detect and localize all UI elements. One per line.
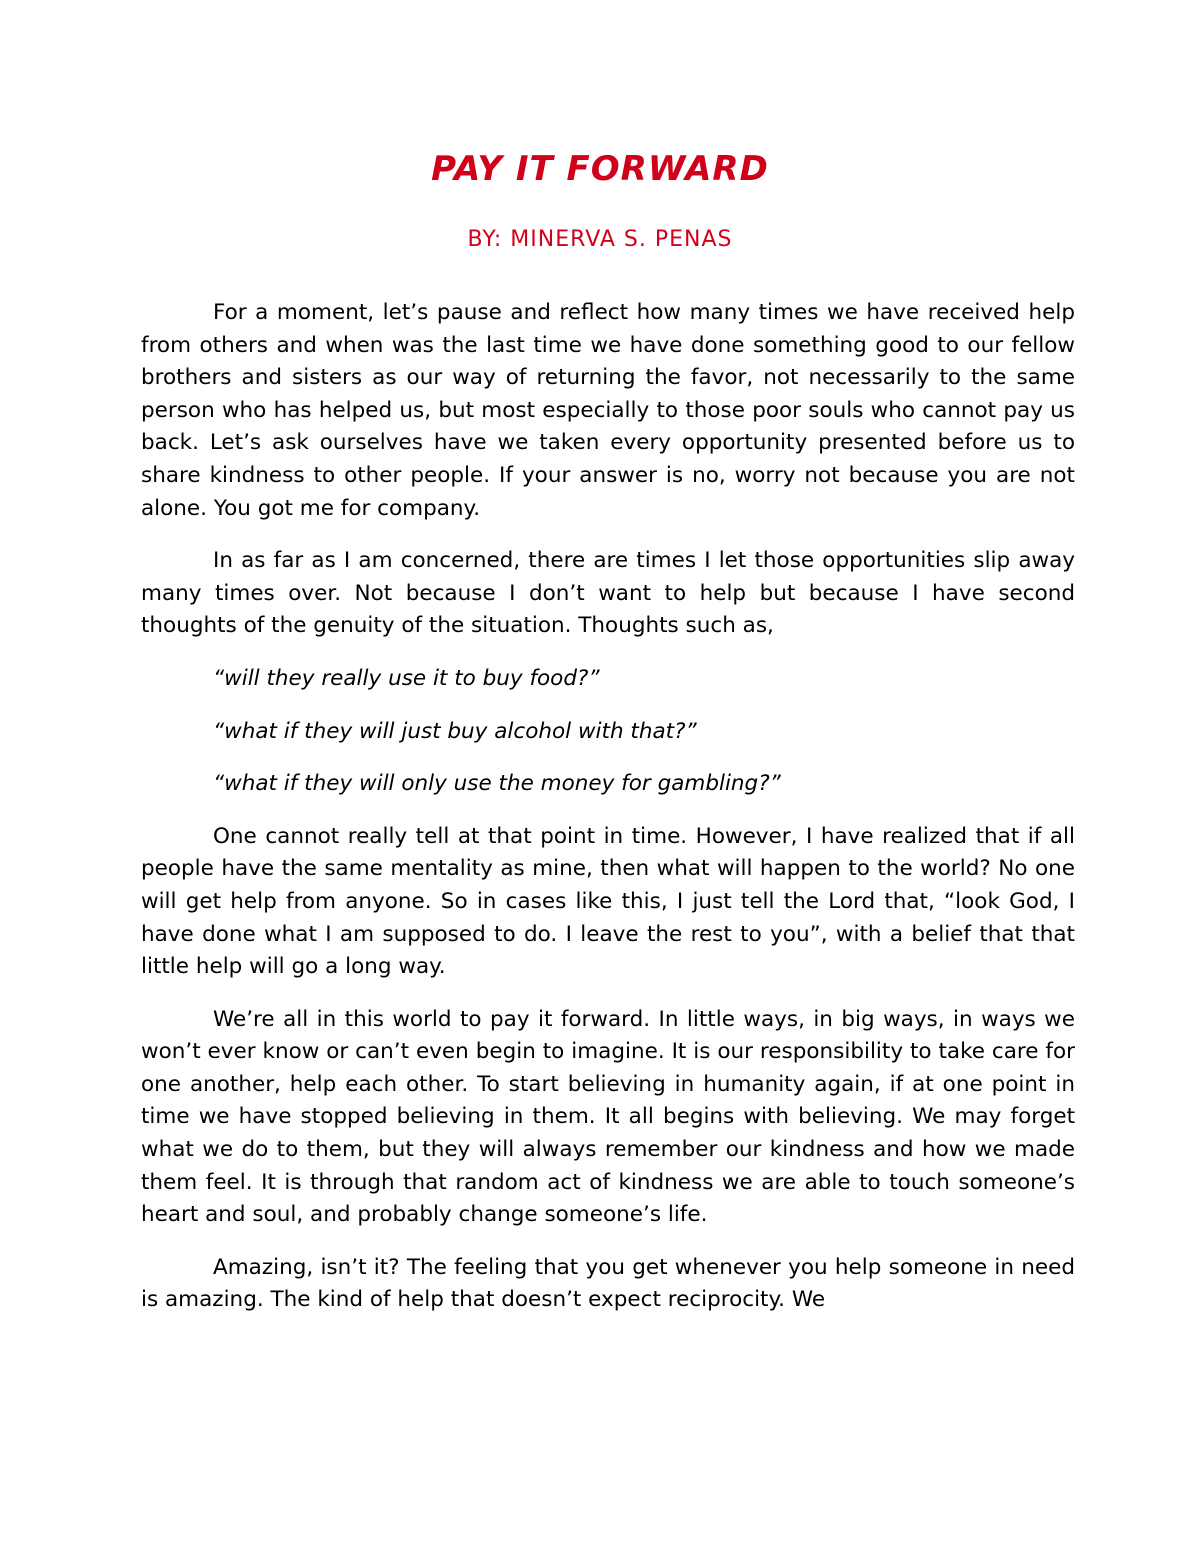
- author-byline: BY: MINERVA S. PENAS: [467, 227, 733, 252]
- quote-line: “will they really use it to buy food?”: [213, 665, 600, 691]
- quote-line: “what if they will just buy alcohol with that?”: [213, 718, 697, 744]
- paragraph: One cannot really tell at that point in time. However, I have realized that if all people have the same mentality as mine, then what will happen to the world? No one will get help from anyone. So in cases like this, I just tell the Lord that, “look God, I have done what I am supposed to do. I leave the rest to you”, with a belief that that little help will go a long way.: [141, 823, 1075, 980]
- paragraph: In as far as I am concerned, there are times I let those opportunities slip away many times over. Not because I don’t want to help but because I have second thoughts of the genuity of the situation. Thoughts such as,: [141, 548, 1075, 639]
- quote-line: “what if they will only use the money for gambling?”: [213, 771, 781, 797]
- document-title: PAY IT FORWARD: [431, 149, 769, 189]
- paragraph: For a moment, let’s pause and reflect how many times we have received help from others and when was the last time we have done something good to our fellow brothers and sisters as our way of returning the favor, not necessarily to the same person who has helped us, but most especially to those poor souls who cannot pay us back. Let’s ask ourselves have we taken every opportunity presented before us to share kindness to other people. If your answer is no, worry not because you are not alone. You got me for company.: [141, 300, 1075, 521]
- paragraph: We’re all in this world to pay it forward. In little ways, in big ways, in ways we won’t ever know or can’t even begin to imagine. It is our responsibility to take care for one another, help each other. To start believing in humanity again, if at one point in time we have stopped believing in them. It all begins with believing. We may forget what we do to them, but they will always remember our kindness and how we made them feel. It is through that random act of kindness we are able to touch someone’s heart and soul, and probably change someone’s life.: [141, 1006, 1075, 1228]
- paragraph: Amazing, isn’t it? The feeling that you get whenever you help someone in need is amazing. The kind of help that doesn’t expect reciprocity. We: [141, 1254, 1075, 1313]
- document-body: [141, 297, 1075, 1337]
